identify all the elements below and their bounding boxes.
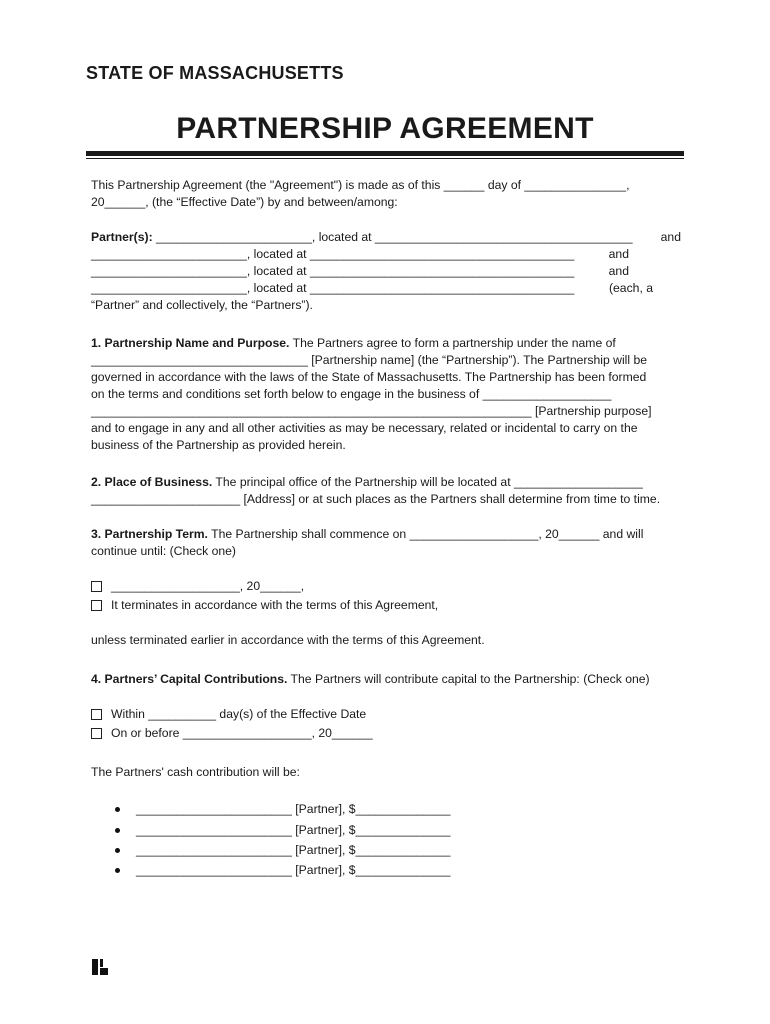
list-item xyxy=(115,842,450,859)
partners-block xyxy=(91,229,681,314)
section-1 xyxy=(91,335,681,454)
list-item xyxy=(115,822,450,839)
section-2 xyxy=(91,474,681,508)
partner-row xyxy=(91,280,681,297)
checkbox[interactable] xyxy=(91,728,102,739)
title-rule-thick xyxy=(86,151,684,156)
section-3-after-text: unless terminated earlier in accordance with the terms of this Agreement. xyxy=(91,633,485,647)
section-1-heading: 1. Partnership Name and Purpose. xyxy=(91,336,290,350)
bullet-icon xyxy=(115,807,120,812)
option-label: On or before ___________________, 20______ xyxy=(111,726,373,740)
partners-closing: “Partner” and collectively, the “Partners”). xyxy=(91,298,313,312)
list-item xyxy=(115,862,450,879)
section-1-line: business of the Partnership as provided herein. xyxy=(91,438,346,452)
bullet-icon xyxy=(115,848,120,853)
section-3-after xyxy=(91,632,681,649)
contribution-option-within[interactable] xyxy=(91,706,366,723)
list-item-text: _______________________ [Partner], $______________ xyxy=(136,863,451,877)
cash-intro-text: The Partners' cash contribution will be: xyxy=(91,765,300,779)
section-1-line: ________________________________ [Partnership name] (the “Partnership”). The Partnership will be xyxy=(91,353,648,367)
section-1-line: The Partners agree to form a partnership under the name of xyxy=(289,336,616,350)
option-label: It terminates in accordance with the terms of this Agreement, xyxy=(111,598,439,612)
partners-label: Partner(s): xyxy=(91,230,153,244)
intro-line: 20______, (the “Effective Date”) by and between/among: xyxy=(91,195,398,209)
partner-row-text: _______________________, located at _______________________________________ xyxy=(91,281,575,295)
section-2-heading: 2. Place of Business. xyxy=(91,475,213,489)
partner-row-text: _______________________, located at _______________________________________ xyxy=(91,264,575,278)
section-3 xyxy=(91,526,681,560)
partner-row-text: _______________________, located at ______________________________________ xyxy=(152,230,633,244)
partner-row-end: and xyxy=(660,230,681,244)
bullet-icon xyxy=(115,828,120,833)
contribution-option-before[interactable] xyxy=(91,725,373,742)
intro-line: This Partnership Agreement (the "Agreement") is made as of this ______ day of _______________, xyxy=(91,178,630,192)
bullet-icon xyxy=(115,868,120,873)
partner-row xyxy=(91,229,681,246)
section-3-line: continue until: (Check one) xyxy=(91,544,236,558)
list-item-text: _______________________ [Partner], $______________ xyxy=(136,823,451,837)
term-option-date[interactable] xyxy=(91,578,304,595)
section-1-line: governed in accordance with the laws of the State of Massachusetts. The Partnership has been formed xyxy=(91,370,647,384)
section-4 xyxy=(91,671,681,688)
intro-paragraph xyxy=(91,177,681,211)
partner-row xyxy=(91,263,681,280)
list-item-text: _______________________ [Partner], $______________ xyxy=(136,843,451,857)
section-3-heading: 3. Partnership Term. xyxy=(91,527,208,541)
section-2-line: The principal office of the Partnership will be located at ___________________ xyxy=(212,475,643,489)
partner-row-end: and xyxy=(608,264,629,278)
title-rule-thin xyxy=(86,158,684,159)
cash-intro xyxy=(91,764,681,781)
list-item-text: _______________________ [Partner], $______________ xyxy=(136,802,451,816)
partner-row-text: _______________________, located at _______________________________________ xyxy=(91,247,575,261)
checkbox[interactable] xyxy=(91,709,102,720)
partner-row-end: (each, a xyxy=(608,281,653,295)
section-1-line: _________________________________________________________________ [Partnership purpose] xyxy=(91,404,652,418)
section-4-heading: 4. Partners’ Capital Contributions. xyxy=(91,672,288,686)
option-label: Within __________ day(s) of the Effective Date xyxy=(111,707,367,721)
list-item xyxy=(115,801,450,818)
term-option-agreement[interactable] xyxy=(91,597,438,614)
section-3-line: The Partnership shall commence on ___________________, 20______ and will xyxy=(207,527,644,541)
partner-row-end: and xyxy=(608,247,629,261)
section-2-line: ______________________ [Address] or at such places as the Partners shall determine from time to time. xyxy=(91,492,661,506)
section-4-line: The Partners will contribute capital to the Partnership: (Check one) xyxy=(287,672,650,686)
publisher-logo-icon xyxy=(91,958,109,976)
document-title: PARTNERSHIP AGREEMENT xyxy=(176,112,594,145)
checkbox[interactable] xyxy=(91,600,102,611)
option-label: ___________________, 20______, xyxy=(111,579,305,593)
section-1-line: and to engage in any and all other activities as may be necessary, related or incidental to carry on the xyxy=(91,421,638,435)
state-heading: STATE OF MASSACHUSETTS xyxy=(86,63,344,83)
section-1-line: on the terms and conditions set forth below to engage in the business of ___________________ xyxy=(91,387,612,401)
checkbox[interactable] xyxy=(91,581,102,592)
partner-row xyxy=(91,246,681,263)
